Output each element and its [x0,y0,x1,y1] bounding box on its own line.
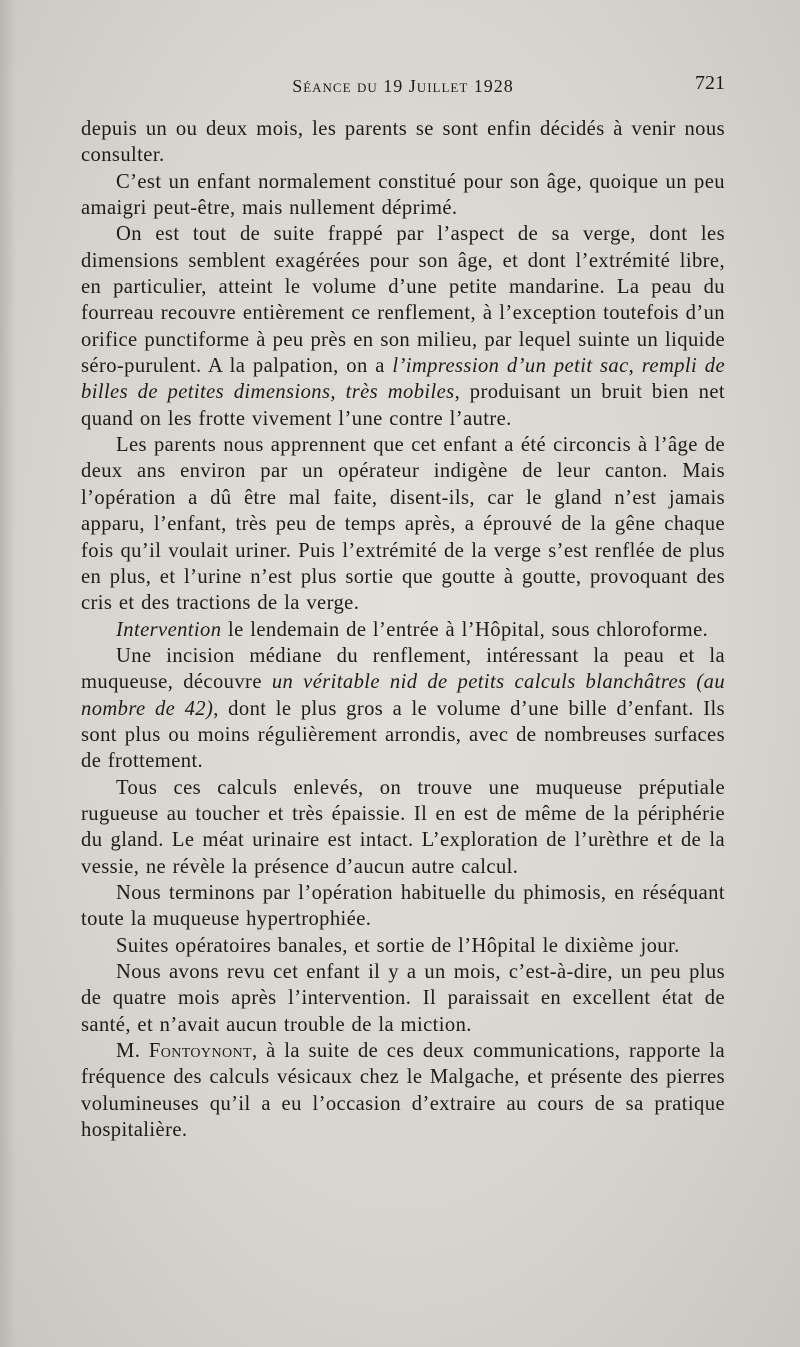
running-header [81,72,725,102]
paragraph-text: , dont le plus gros a le volume d’une bille d’enfant. Ils sont plus ou moins régulièrement arrondis, avec de nombreuses surfaces de frottement. [81,697,725,773]
paragraph-text: , à la suite de ces deux communications, rapporte la fréquence des calculs vésicaux chez le Malgache, et présente des pierres volumineuses qu’il a eu l’occasion d’extraire au cours de sa pratique hospitalière. [81,1040,726,1142]
paragraph-text: le lendemain de l’entrée à l’Hôpital, sous chloroforme. [221,618,709,641]
body-text [81,116,725,1143]
paragraph-text: Nous avons revu cet enfant il y a un mois, c’est-à-dire, un peu plus de quatre mois après l’intervention. Il paraissait en excellent état de santé, et n’avait aucun trouble de la miction. [81,961,725,1036]
paragraph [81,1038,725,1143]
author-name: M. Fontoynont [116,1040,252,1063]
paragraph [81,775,725,880]
paragraph-text: C’est un enfant normalement constitué pour son âge, quoique un peu amaigri peut-être, mais nullement déprimé. [81,170,725,220]
paragraph [81,959,725,1038]
paragraph-text: On est tout de suite frappé par l’aspect de sa verge, dont les dimensions semblent exagérées pour son âge, et dont l’extrémité libre, en particulier, atteint le volume d’une petite mandarine. La peau du fourreau recouvre entièrement ce renflement, à l’exception toutefois d’un orifice punctiforme à peu près en son milieu, par lequel suinte un liquide séro-purulent. A la palpation, on a [81,223,725,378]
page-number: 721 [695,72,725,94]
paragraph [81,933,725,959]
italic-heading: Intervention [116,618,222,641]
italic-phrase: un véritable nid de petits calculs blanchâtres (au nombre de 42) [81,671,726,720]
italic-phrase: l’impression d’un petit sac, rempli de billes de petites dimensions, très mobiles [81,355,725,404]
paragraph-text: Nous terminons par l’opération habituelle du phimosis, en réséquant toute la muqueuse hypertrophiée. [81,881,725,931]
paragraph [81,169,725,222]
paragraph-continuation [81,116,725,169]
paragraph-text: Les parents nous apprennent que cet enfant a été circoncis à l’âge de deux ans environ par un opérateur indigène de leur canton. Mais l’opération a dû être mal faite, disent-ils, car le gland n’est jamais apparu, l’enfant, très peu de temps après, a éprouvé de la gêne chaque fois qu’il voulait uriner. Puis l’extrémité de la verge s’est renflée de plus en plus, et l’urine n’est plus sortie que goutte à goutte, provoquant des cris et des tractions de la verge. [81,434,725,615]
paragraph [81,221,725,432]
running-header-title: Séance du 19 Juillet 1928 [292,76,514,96]
paragraph [81,643,725,775]
paragraph-text: , produisant un bruit bien net quand on les frotte vivement l’une contre l’autre. [81,381,725,430]
paragraph-text: Suites opératoires banales, et sortie de l’Hôpital le dixième jour. [116,934,680,957]
paragraph [81,432,725,616]
paragraph-text: depuis un ou deux mois, les parents se sont enfin décidés à venir nous consulter. [81,118,725,167]
paragraph-text: Tous ces calculs enlevés, on trouve une muqueuse préputiale rugueuse au toucher et très épaissie. Il en est de même de la périphérie du gland. Le méat urinaire est intact. L’exploration de l’urèthre et de la vessie, ne révèle la présence d’aucun autre calcul. [81,776,725,878]
paragraph-text: Une incision médiane du renflement, intéressant la peau et la muqueuse, découvre [81,644,725,694]
paragraph [81,880,725,933]
paragraph [81,617,725,643]
page-gutter-shadow [0,0,16,1347]
